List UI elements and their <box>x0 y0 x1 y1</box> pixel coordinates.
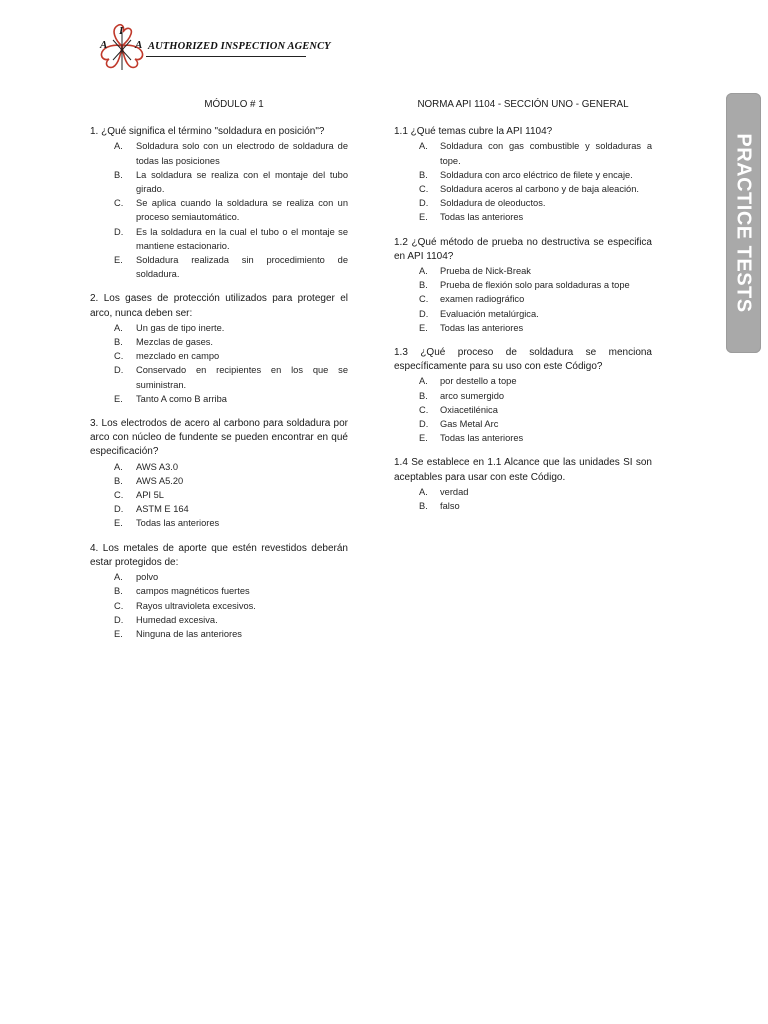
option-text: por destello a tope <box>440 376 517 387</box>
answer-option <box>90 599 348 613</box>
option-letter: B. <box>419 280 428 291</box>
answer-option <box>394 485 652 499</box>
answer-option <box>394 182 652 196</box>
answer-option <box>394 278 652 292</box>
answer-options <box>90 460 348 531</box>
agency-name-underline <box>146 56 306 57</box>
question-block <box>90 417 348 531</box>
option-text: Todas las anteriores <box>440 212 524 223</box>
answer-option <box>90 168 348 196</box>
option-letter: A. <box>419 486 428 497</box>
option-letter: C. <box>419 184 429 195</box>
option-letter: C. <box>114 490 124 501</box>
option-letter: C. <box>114 600 124 611</box>
answer-option <box>394 307 652 321</box>
option-text: Un gas de tipo inerte. <box>136 322 225 333</box>
option-text: Todas las anteriores <box>440 433 524 444</box>
practice-tests-tab <box>726 93 761 353</box>
option-text: Gas Metal Arc <box>440 419 499 430</box>
answer-options <box>394 485 652 513</box>
option-text: AWS A3.0 <box>136 461 179 472</box>
question-block <box>90 542 348 641</box>
answer-option <box>394 431 652 445</box>
question-text: 1.1 ¿Qué temas cubre la API 1104? <box>394 126 553 138</box>
section-title: NORMA API 1104 - SECCIÓN UNO - GENERAL <box>417 99 629 110</box>
option-letter: E. <box>419 212 428 223</box>
agency-logo <box>97 22 331 74</box>
option-letter: A. <box>114 572 123 583</box>
option-text: Soldadura aceros al carbono y de baja aleación. <box>440 184 639 195</box>
option-text: Soldadura solo con un electrodo de soldadura de todas las posiciones <box>136 141 348 166</box>
module-title: MÓDULO # 1 <box>204 99 264 110</box>
option-letter: A. <box>114 461 123 472</box>
option-text: Soldadura con arco eléctrico de filete y encaje. <box>440 169 633 180</box>
answer-option <box>394 417 652 431</box>
answer-option <box>90 488 348 502</box>
option-text: Evaluación metalúrgica. <box>440 308 539 319</box>
answer-option <box>90 225 348 253</box>
option-letter: A. <box>419 266 428 277</box>
question-text: 1. ¿Qué significa el término "soldadura en posición"? <box>90 126 325 138</box>
option-text: Humedad excesiva. <box>136 614 218 625</box>
clover-logo-icon <box>97 22 147 74</box>
answer-option <box>394 499 652 513</box>
question-block <box>90 292 348 406</box>
question-block <box>394 125 652 224</box>
option-text: verdad <box>440 486 469 497</box>
question-block <box>394 456 652 513</box>
option-letter: A. <box>419 376 428 387</box>
answer-options <box>394 374 652 445</box>
option-letter: E. <box>114 518 123 529</box>
option-letter: B. <box>114 475 123 486</box>
answer-option <box>394 389 652 403</box>
logo-letter-left: A <box>100 39 108 51</box>
option-letter: E. <box>419 433 428 444</box>
logo-letter-right: A <box>135 39 143 51</box>
option-text: Mezclas de gases. <box>136 337 213 348</box>
option-text: AWS A5.20 <box>136 475 184 486</box>
answer-option <box>90 460 348 474</box>
option-text: Prueba de Nick-Break <box>440 266 531 277</box>
option-letter: B. <box>419 169 428 180</box>
answer-options <box>394 139 652 224</box>
answer-option <box>90 335 348 349</box>
answer-options <box>394 264 652 335</box>
answer-option <box>90 139 348 167</box>
answer-option <box>394 292 652 306</box>
question-text: 3. Los electrodos de acero al carbono para soldadura por arco con núcleo de fundente se pueden encontrar en qué especificación? <box>90 418 348 458</box>
option-text: Tanto A como B arriba <box>136 393 227 404</box>
answer-option <box>90 392 348 406</box>
option-letter: E. <box>419 322 428 333</box>
answer-option <box>394 196 652 210</box>
agency-name: AUTHORIZED INSPECTION AGENCY <box>148 41 331 52</box>
option-text: arco sumergido <box>440 390 505 401</box>
answer-options <box>90 321 348 406</box>
option-text: Soldadura realizada sin procedimiento de soldadura. <box>136 255 348 280</box>
option-letter: C. <box>114 198 124 209</box>
option-letter: D. <box>114 226 124 237</box>
right-question-list <box>394 125 652 513</box>
answer-option <box>394 321 652 335</box>
practice-tests-label: PRACTICE TESTS <box>732 133 755 313</box>
option-text: API 5L <box>136 490 164 501</box>
option-text: Todas las anteriores <box>136 518 220 529</box>
option-letter: E. <box>114 255 123 266</box>
option-text: polvo <box>136 572 159 583</box>
option-letter: E. <box>114 393 123 404</box>
answer-option <box>394 139 652 167</box>
option-text: campos magnéticos fuertes <box>136 586 250 597</box>
option-letter: B. <box>114 337 123 348</box>
option-letter: D. <box>419 308 429 319</box>
answer-option <box>90 613 348 627</box>
answer-option <box>394 403 652 417</box>
answer-option <box>394 374 652 388</box>
answer-option <box>90 196 348 224</box>
answer-option <box>90 349 348 363</box>
question-block <box>90 125 348 281</box>
answer-option <box>90 584 348 598</box>
option-letter: A. <box>419 141 428 152</box>
option-letter: D. <box>114 504 124 515</box>
option-letter: D. <box>114 365 124 376</box>
option-text: Todas las anteriores <box>440 322 524 333</box>
answer-option <box>90 363 348 391</box>
answer-option <box>90 627 348 641</box>
option-text: examen radiográfico <box>440 294 525 305</box>
left-column <box>90 98 348 652</box>
question-block <box>394 236 652 335</box>
answer-option <box>394 168 652 182</box>
answer-option <box>394 264 652 278</box>
answer-options <box>90 570 348 641</box>
option-letter: C. <box>419 294 429 305</box>
option-letter: C. <box>114 351 124 362</box>
option-letter: A. <box>114 141 123 152</box>
option-text: Rayos ultravioleta excesivos. <box>136 600 256 611</box>
option-text: Conservado en recipientes en los que se suministran. <box>136 365 348 390</box>
option-text: La soldadura se realiza con el montaje del tubo girado. <box>136 169 348 195</box>
question-text: 1.4 Se establece en 1.1 Alcance que las unidades SI son aceptables para usar con este Código. <box>394 457 652 483</box>
option-letter: B. <box>419 390 428 401</box>
answer-option <box>90 516 348 530</box>
answer-option <box>90 502 348 516</box>
question-text: 4. Los metales de aporte que estén revestidos deberán estar protegidos de: <box>90 542 348 568</box>
option-text: mezclado en campo <box>136 351 220 362</box>
option-text: ASTM E 164 <box>136 504 189 515</box>
answer-option <box>90 570 348 584</box>
option-letter: D. <box>419 419 429 430</box>
question-text: 1.3 ¿Qué proceso de soldadura se menciona específicamente para su uso con este Código? <box>394 347 652 373</box>
option-letter: B. <box>114 169 123 180</box>
option-text: Es la soldadura en la cual el tubo o el montaje se mantiene estacionario. <box>136 226 348 251</box>
option-text: Prueba de flexión solo para soldaduras a tope <box>440 280 630 291</box>
answer-option <box>90 321 348 335</box>
option-letter: B. <box>419 501 428 512</box>
option-letter: E. <box>114 628 123 639</box>
option-text: Soldadura de oleoductos. <box>440 198 546 209</box>
answer-option <box>90 253 348 281</box>
question-text: 1.2 ¿Qué método de prueba no destructiva se especifica en API 1104? <box>394 236 652 262</box>
option-letter: D. <box>419 198 429 209</box>
option-text: Se aplica cuando la soldadura se realiza con un proceso semiautomático. <box>136 198 348 223</box>
question-block <box>394 346 652 445</box>
logo-letter-top: I <box>119 25 124 37</box>
answer-option <box>394 210 652 224</box>
option-text: Ninguna de las anteriores <box>136 628 242 639</box>
option-letter: A. <box>114 322 123 333</box>
option-text: Soldadura con gas combustible y soldaduras a tope. <box>440 141 652 166</box>
right-column <box>394 98 652 524</box>
question-text: 2. Los gases de protección utilizados para proteger el arco, nunca deben ser: <box>90 293 348 319</box>
answer-option <box>90 474 348 488</box>
option-text: falso <box>440 501 460 512</box>
option-text: Oxiacetilénica <box>440 404 498 415</box>
option-letter: C. <box>419 404 429 415</box>
option-letter: D. <box>114 614 124 625</box>
left-question-list <box>90 125 348 641</box>
answer-options <box>90 139 348 281</box>
option-letter: B. <box>114 586 123 597</box>
